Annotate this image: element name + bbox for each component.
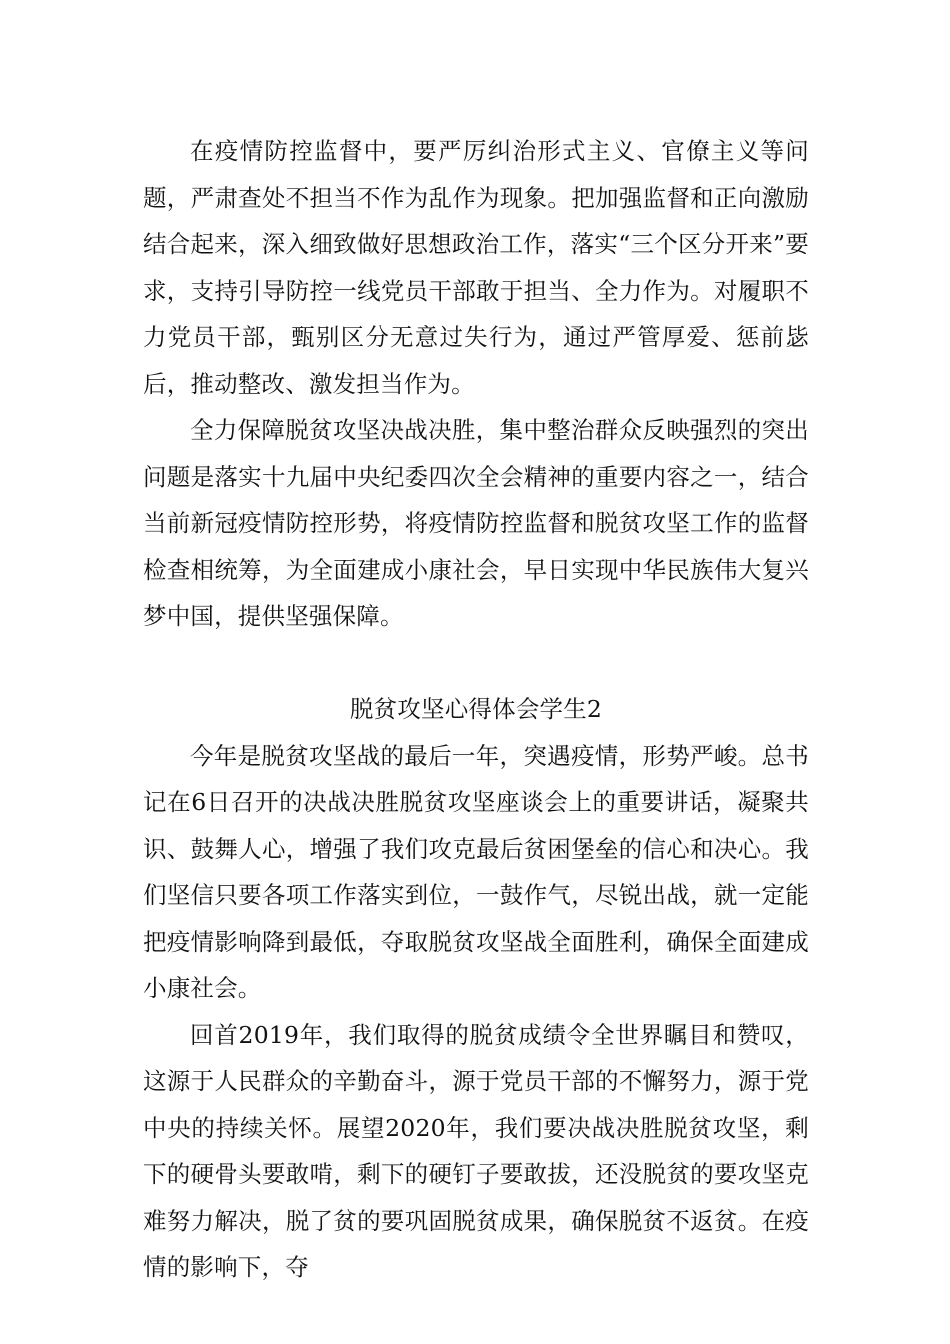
- paragraph-poverty-guarantee: 全力保障脱贫攻坚决战决胜，集中整治群众反映强烈的突出问题是落实十九届中央纪委四次全会精神的重要内容之一，结合当前新冠疫情防控形势，将疫情防控监督和脱贫攻坚工作的监督检查相统筹，为全面建成小康社会，早日实现中华民族伟大复兴梦中国，提供坚强保障。: [143, 416, 809, 630]
- section-title: 脱贫攻坚心得体会学生2: [349, 695, 603, 723]
- document-body-bottom: [143, 686, 809, 1291]
- paragraph-supervision: 在疫情防控监督中，要严厉纠治形式主义、官僚主义等问题，严肃查处不担当不作为乱作为现象。把加强监督和正向激励结合起来，深入细致做好思想政治工作，落实“三个区分开来”要求，支持引导防控一线党员干部敢于担当、全力作为。对履职不力党员干部，甄别区分无意过失行为，通过严管厚爱、惩前毖后，推动整改、激发担当作为。: [143, 137, 809, 398]
- paragraph-final-year: 今年是脱贫攻坚战的最后一年，突遇疫情，形势严峻。总书记在6日召开的决战决胜脱贫攻坚座谈会上的重要讲话，凝聚共识、鼓舞人心，增强了我们攻克最后贫困堡垒的信心和决心。我们坚信只要各项工作落实到位，一鼓作气，尽锐出战，就一定能把疫情影响降到最低，夺取脱贫攻坚战全面胜利，确保全面建成小康社会。: [143, 741, 809, 1002]
- document-body-top: [143, 128, 809, 640]
- paragraph-review-2019: 回首2019年，我们取得的脱贫成绩令全世界瞩目和赞叹，这源于人民群众的辛勤奋斗，源于党员干部的不懈努力，源于党中央的持续关怀。展望2020年，我们要决战决胜脱贫攻坚，剩下的硬骨头要敢啃，剩下的硬钉子要敢拔，还没脱贫的要攻坚克难努力解决，脱了贫的要巩固脱贫成果，确保脱贫不返贫。在疫情的影响下，夺: [143, 1020, 809, 1281]
